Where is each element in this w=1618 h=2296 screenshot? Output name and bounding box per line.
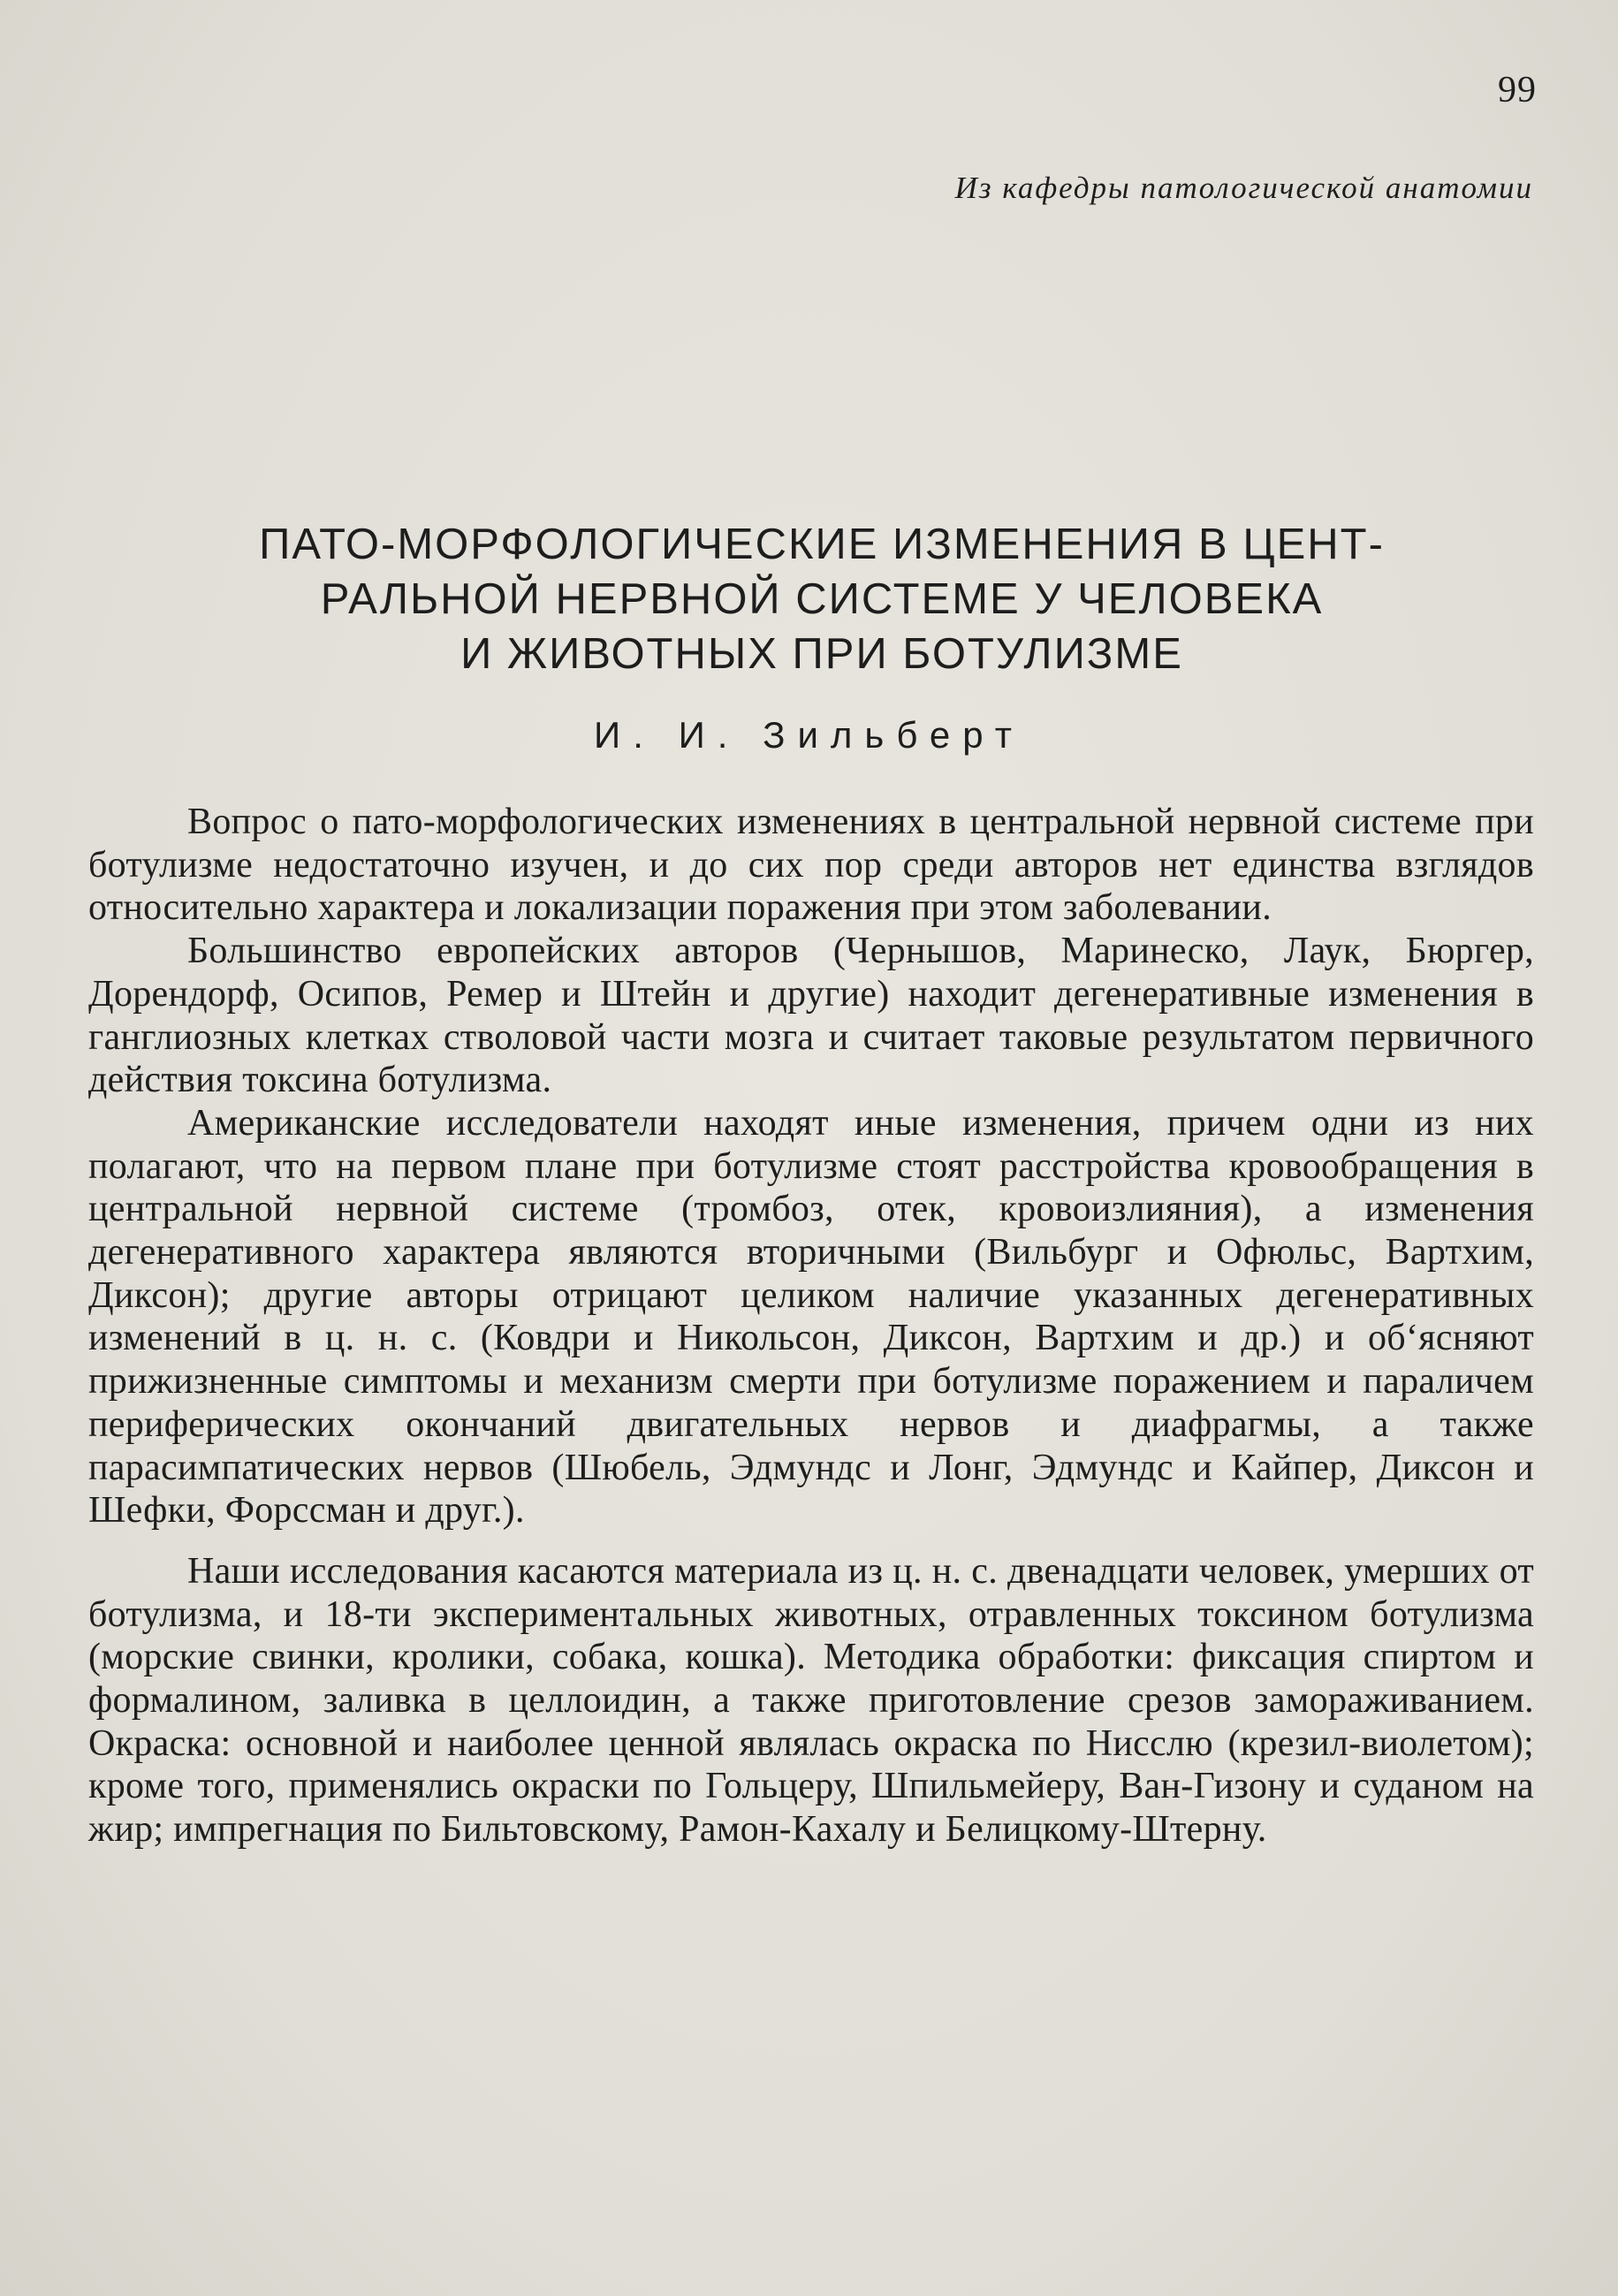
article-title bbox=[133, 517, 1511, 681]
title-line: РАЛЬНОЙ НЕРВНОЙ СИСТЕМЕ У ЧЕЛОВЕКА bbox=[320, 575, 1324, 623]
article-body bbox=[88, 801, 1534, 1851]
title-line: И ЖИВОТНЫХ ПРИ БОТУЛИЗМЕ bbox=[460, 630, 1183, 678]
title-line: ПАТО-МОРФОЛОГИЧЕСКИЕ ИЗМЕНЕНИЯ В ЦЕНТ- bbox=[259, 521, 1385, 568]
paragraph: Наши исследования касаются материала из ц. н. с. двенадцати человек, умерших от ботулизма, и 18-ти экспериментальных животных, отравленных токсином ботулизма (морские свинки, кролики, собака, кошка). Методика обработки: фиксация спиртом и формалином, заливка в целлоидин, а также приготовление срезов замораживанием. Окраска: основной и наиболее ценной являлась окраска по Нисслю (крезил-виолетом); кроме того, применялись окраски по Гольцеру, Шпильмейеру, Ван-Гизону и суданом на жир; импрегнация по Бильтовскому, Рамон-Кахалу и Белицкому-Штерну. bbox=[88, 1550, 1534, 1851]
author-name: И. И. Зильберт bbox=[594, 714, 1024, 756]
paragraph: Большинство европейских авторов (Чернышов, Маринеско, Лаук, Бюргер, Дорендорф, Осипов, Ремер и Штейн и другие) находит дегенеративные изменения в ганглиозных клетках стволовой части мозга и считает таковые результатом первичного действия токсина ботулизма. bbox=[88, 931, 1534, 1101]
department-heading: Из кафедры патологической анатомии bbox=[954, 171, 1533, 205]
paragraph: Американские исследователи находят иные изменения, причем одни из них полагают, что на первом плане при ботулизме стоят расстройства кровообращения в центральной нервной системе (тромбоз, отек, кровоизлияния), а изменения дегенеративного характера являются вторичными (Вильбург и Офюльс, Вартхим, Диксон); другие авторы отрицают целиком наличие указанных дегенеративных изменений в ц. н. с. (Ковдри и Никольсон, Диксон, Вартхим и др.) и об‘ясняют прижизненные симптомы и механизм смерти при ботулизме поражением и параличем периферических окончаний двигательных нервов и диафрагмы, а также парасимпатических нервов (Шюбель, Эдмундс и Лонг, Эдмундс и Кайпер, Диксон и Шефки, Форссман и друг.). bbox=[88, 1102, 1534, 1532]
paragraph: Вопрос о пато-морфологических изменениях в центральной нервной системе при ботулизме недостаточно изучен, и до сих пор среди авторов нет единства взглядов относительно характера и локализации поражения при этом заболевании. bbox=[88, 802, 1534, 929]
page-number: 99 bbox=[1498, 70, 1537, 110]
